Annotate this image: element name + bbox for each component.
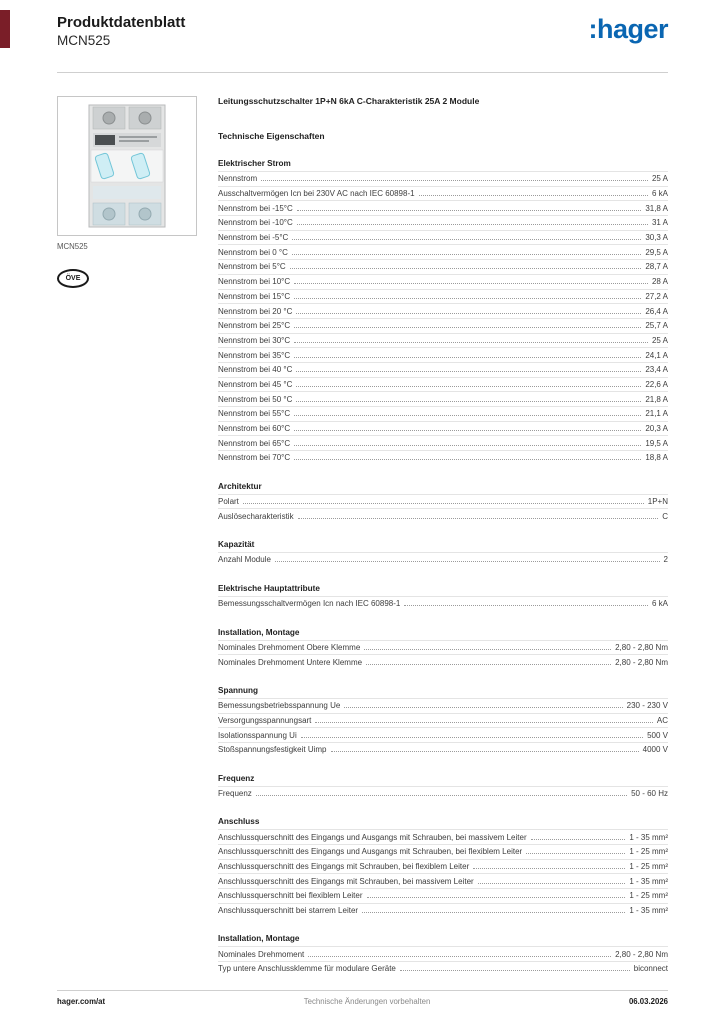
dotted-leader: [315, 722, 652, 723]
spec-label: Nominales Drehmoment: [218, 949, 305, 959]
spec-label: Bemessungsbetriebsspannung Ue: [218, 701, 341, 711]
spec-label: Nennstrom bei 70°C: [218, 453, 291, 463]
section-title: Spannung: [218, 685, 259, 695]
spec-row: [218, 215, 668, 230]
spec-value: 1 - 35 mm²: [629, 832, 668, 842]
spec-row: [218, 274, 668, 289]
spec-row: [218, 742, 668, 757]
spec-value: 28 A: [651, 277, 668, 287]
spec-row: [218, 552, 668, 567]
spec-row: [218, 727, 668, 742]
spec-value: 2,80 - 2,80 Nm: [615, 949, 668, 959]
spec-section: [218, 480, 668, 523]
spec-rows: [218, 829, 668, 917]
page-header: [57, 14, 668, 49]
spec-value: biconnect: [633, 964, 668, 974]
spec-value: 23,4 A: [645, 365, 668, 375]
product-image: [57, 96, 197, 236]
spec-value: 26,4 A: [645, 306, 668, 316]
dotted-leader: [298, 518, 659, 519]
main-content: [57, 96, 668, 976]
spec-rows: [218, 552, 668, 567]
spec-row: [218, 640, 668, 655]
spec-value: 1P+N: [647, 497, 668, 507]
dotted-leader: [364, 649, 611, 650]
spec-row: [218, 186, 668, 201]
dotted-leader: [261, 180, 648, 181]
spec-row: [218, 844, 668, 859]
spec-row: [218, 903, 668, 918]
dotted-leader: [296, 313, 641, 314]
spec-value: 25,7 A: [645, 321, 668, 331]
spec-label: Nennstrom: [218, 174, 258, 184]
spec-row: [218, 888, 668, 903]
dotted-leader: [344, 707, 622, 708]
spec-value: 2,80 - 2,80 Nm: [615, 657, 668, 667]
spec-value: 1 - 25 mm²: [629, 847, 668, 857]
dotted-leader: [256, 795, 627, 796]
dotted-leader: [404, 605, 648, 606]
dotted-leader: [366, 664, 611, 665]
spec-value: 27,2 A: [645, 291, 668, 301]
section-title: Installation, Montage: [218, 934, 300, 944]
dotted-leader: [294, 459, 641, 460]
spec-row: [218, 859, 668, 874]
spec-row: [218, 377, 668, 392]
spec-rows: [218, 786, 668, 801]
tech-properties-heading: Technische Eigenschaften: [218, 131, 325, 141]
dotted-leader: [294, 430, 641, 431]
circuit-breaker-illustration: [67, 103, 187, 229]
spec-row: [218, 200, 668, 215]
dotted-leader: [292, 254, 641, 255]
spec-label: Anschlussquerschnitt des Eingangs mit Schrauben, bei flexiblem Leiter: [218, 862, 470, 872]
spec-value: 21,8 A: [645, 394, 668, 404]
spec-value: 28,7 A: [645, 262, 668, 272]
spec-value: 6 kA: [651, 189, 668, 199]
spec-label: Nennstrom bei -10°C: [218, 218, 293, 228]
spec-row: [218, 230, 668, 245]
spec-label: Nennstrom bei 45 °C: [218, 379, 293, 389]
spec-row: [218, 713, 668, 728]
product-title: Leitungsschutzschalter 1P+N 6kA C-Charakteristik 25A 2 Module: [218, 96, 480, 106]
footer-disclaimer: Technische Änderungen vorbehalten: [303, 997, 431, 1006]
dotted-leader: [243, 503, 644, 504]
spec-label: Nennstrom bei 15°C: [218, 291, 291, 301]
spec-value: 22,6 A: [645, 379, 668, 389]
spec-rows: [218, 494, 668, 523]
product-reference: MCN525: [57, 33, 111, 48]
spec-row: [218, 494, 668, 509]
dotted-leader: [290, 268, 642, 269]
dotted-leader: [294, 298, 641, 299]
dotted-leader: [294, 357, 641, 358]
spec-label: Nennstrom bei 50 °C: [218, 394, 293, 404]
dotted-leader: [294, 342, 648, 343]
spec-row: [218, 362, 668, 377]
section-title: Architektur: [218, 481, 262, 491]
spec-value: 500 V: [647, 730, 668, 740]
dotted-leader: [473, 868, 625, 869]
spec-value: 24,1 A: [645, 350, 668, 360]
section-title: Frequenz: [218, 773, 255, 783]
page-footer: [57, 990, 668, 1006]
spec-row: [218, 421, 668, 436]
spec-row: [218, 289, 668, 304]
header-divider: [57, 72, 668, 73]
hager-logo: :hager: [588, 14, 668, 44]
ove-certification-badge: ÖVE: [57, 269, 89, 288]
spec-rows: [218, 698, 668, 757]
spec-rows: [218, 640, 668, 669]
spec-label: Frequenz: [218, 788, 252, 798]
spec-row: [218, 347, 668, 362]
spec-value: 31 A: [651, 218, 668, 228]
spec-row: [218, 450, 668, 465]
spec-section: [218, 538, 668, 567]
dotted-leader: [301, 737, 643, 738]
spec-label: Nennstrom bei 40 °C: [218, 365, 293, 375]
spec-label: Typ untere Anschlussklemme für modulare Geräte: [218, 964, 396, 974]
spec-value: 4000 V: [642, 745, 668, 755]
image-caption: MCN525: [57, 242, 88, 251]
spec-label: Nennstrom bei -5°C: [218, 233, 289, 243]
spec-label: Nennstrom bei 55°C: [218, 409, 291, 419]
spec-label: Nominales Drehmoment Untere Klemme: [218, 657, 363, 667]
spec-row: [218, 303, 668, 318]
spec-value: C: [662, 511, 668, 521]
spec-value: 19,5 A: [645, 438, 668, 448]
spec-label: Nennstrom bei -15°C: [218, 203, 293, 213]
spec-row: [218, 698, 668, 713]
dotted-leader: [531, 839, 626, 840]
dotted-leader: [294, 415, 641, 416]
section-title: Installation, Montage: [218, 627, 300, 637]
spec-section: [218, 157, 668, 465]
spec-value: 50 - 60 Hz: [631, 788, 668, 798]
spec-section: [218, 684, 668, 757]
spec-label: Isolationsspannung Ui: [218, 730, 297, 740]
spec-row: [218, 829, 668, 844]
dotted-leader: [296, 401, 641, 402]
spec-label: Anschlussquerschnitt bei starrem Leiter: [218, 906, 359, 916]
spec-sections: [218, 157, 668, 976]
spec-row: [218, 391, 668, 406]
dotted-leader: [294, 327, 641, 328]
spec-label: Versorgungsspannungsart: [218, 715, 312, 725]
accent-bar: [0, 10, 10, 48]
spec-value: 20,3 A: [645, 424, 668, 434]
spec-section: [218, 932, 668, 975]
spec-row: [218, 406, 668, 421]
dotted-leader: [296, 371, 641, 372]
spec-value: 1 - 25 mm²: [629, 891, 668, 901]
spec-row: [218, 873, 668, 888]
spec-label: Anschlussquerschnitt des Eingangs und Ausgangs mit Schrauben, bei massivem Leiter: [218, 832, 527, 842]
dotted-leader: [478, 883, 626, 884]
spec-value: 2: [663, 555, 668, 565]
spec-value: 18,8 A: [645, 453, 668, 463]
section-title: Anschluss: [218, 817, 260, 827]
spec-label: Nennstrom bei 20 °C: [218, 306, 293, 316]
spec-section: [218, 582, 668, 611]
spec-value: 2,80 - 2,80 Nm: [615, 642, 668, 652]
spec-value: 21,1 A: [645, 409, 668, 419]
spec-row: [218, 946, 668, 961]
dotted-leader: [294, 445, 641, 446]
dotted-leader: [297, 224, 648, 225]
spec-row: [218, 961, 668, 976]
spec-label: Ausschaltvermögen Icn bei 230V AC nach IEC 60898-1: [218, 189, 415, 199]
spec-value: 1 - 35 mm²: [629, 906, 668, 916]
section-title: Elektrische Hauptattribute: [218, 583, 320, 593]
spec-rows: [218, 171, 668, 465]
dotted-leader: [526, 853, 625, 854]
spec-label: Nennstrom bei 25°C: [218, 321, 291, 331]
spec-label: Nennstrom bei 65°C: [218, 438, 291, 448]
spec-value: 31,8 A: [645, 203, 668, 213]
spec-row: [218, 508, 668, 523]
spec-rows: [218, 946, 668, 975]
spec-label: Nominales Drehmoment Obere Klemme: [218, 642, 361, 652]
spec-row: [218, 435, 668, 450]
spec-label: Anschlussquerschnitt des Eingangs und Ausgangs mit Schrauben, bei flexiblem Leiter: [218, 847, 523, 857]
spec-rows: [218, 596, 668, 611]
spec-value: 230 - 230 V: [626, 701, 668, 711]
spec-label: Bemessungsschaltvermögen Icn nach IEC 60898-1: [218, 599, 401, 609]
spec-label: Nennstrom bei 60°C: [218, 424, 291, 434]
spec-value: 1 - 35 mm²: [629, 876, 668, 886]
spec-column: [218, 96, 668, 976]
dotted-leader: [362, 912, 625, 913]
spec-value: 1 - 25 mm²: [629, 862, 668, 872]
spec-row: [218, 318, 668, 333]
footer-website-link[interactable]: hager.com/at: [57, 997, 106, 1006]
spec-row: [218, 654, 668, 669]
product-sidebar: [57, 96, 197, 976]
spec-section: [218, 772, 668, 801]
spec-row: [218, 259, 668, 274]
spec-row: [218, 171, 668, 186]
spec-row: [218, 244, 668, 259]
page-title: Produktdatenblatt: [57, 14, 186, 31]
dotted-leader: [297, 210, 642, 211]
spec-row: [218, 786, 668, 801]
dotted-leader: [419, 195, 648, 196]
dotted-leader: [308, 956, 611, 957]
dotted-leader: [275, 561, 660, 562]
dotted-leader: [331, 751, 639, 752]
spec-value: 30,3 A: [645, 233, 668, 243]
dotted-leader: [296, 386, 641, 387]
spec-label: Anschlussquerschnitt bei flexiblem Leiter: [218, 891, 363, 901]
spec-value: 29,5 A: [645, 247, 668, 257]
spec-label: Polart: [218, 497, 239, 507]
spec-section: [218, 815, 668, 917]
spec-value: AC: [656, 715, 668, 725]
spec-section: [218, 626, 668, 669]
spec-label: Auslösecharakteristik: [218, 511, 294, 521]
spec-row: [218, 596, 668, 611]
footer-date: 06.03.2026: [628, 997, 668, 1006]
spec-value: 25 A: [651, 174, 668, 184]
dotted-leader: [367, 897, 626, 898]
spec-row: [218, 333, 668, 348]
section-title: Elektrischer Strom: [218, 159, 291, 168]
spec-label: Stoßspannungsfestigkeit Uimp: [218, 745, 327, 755]
section-title: Kapazität: [218, 540, 255, 550]
spec-value: 6 kA: [651, 599, 668, 609]
header-titles: [57, 14, 185, 49]
spec-label: Anzahl Module: [218, 555, 271, 565]
dotted-leader: [294, 283, 648, 284]
dotted-leader: [400, 970, 630, 971]
spec-label: Nennstrom bei 35°C: [218, 350, 291, 360]
dotted-leader: [292, 239, 641, 240]
spec-label: Nennstrom bei 5°C: [218, 262, 286, 272]
spec-value: 25 A: [651, 335, 668, 345]
spec-label: Nennstrom bei 30°C: [218, 335, 291, 345]
spec-label: Nennstrom bei 10°C: [218, 277, 291, 287]
spec-label: Nennstrom bei 0 °C: [218, 247, 288, 257]
spec-label: Anschlussquerschnitt des Eingangs mit Schrauben, bei massivem Leiter: [218, 876, 474, 886]
